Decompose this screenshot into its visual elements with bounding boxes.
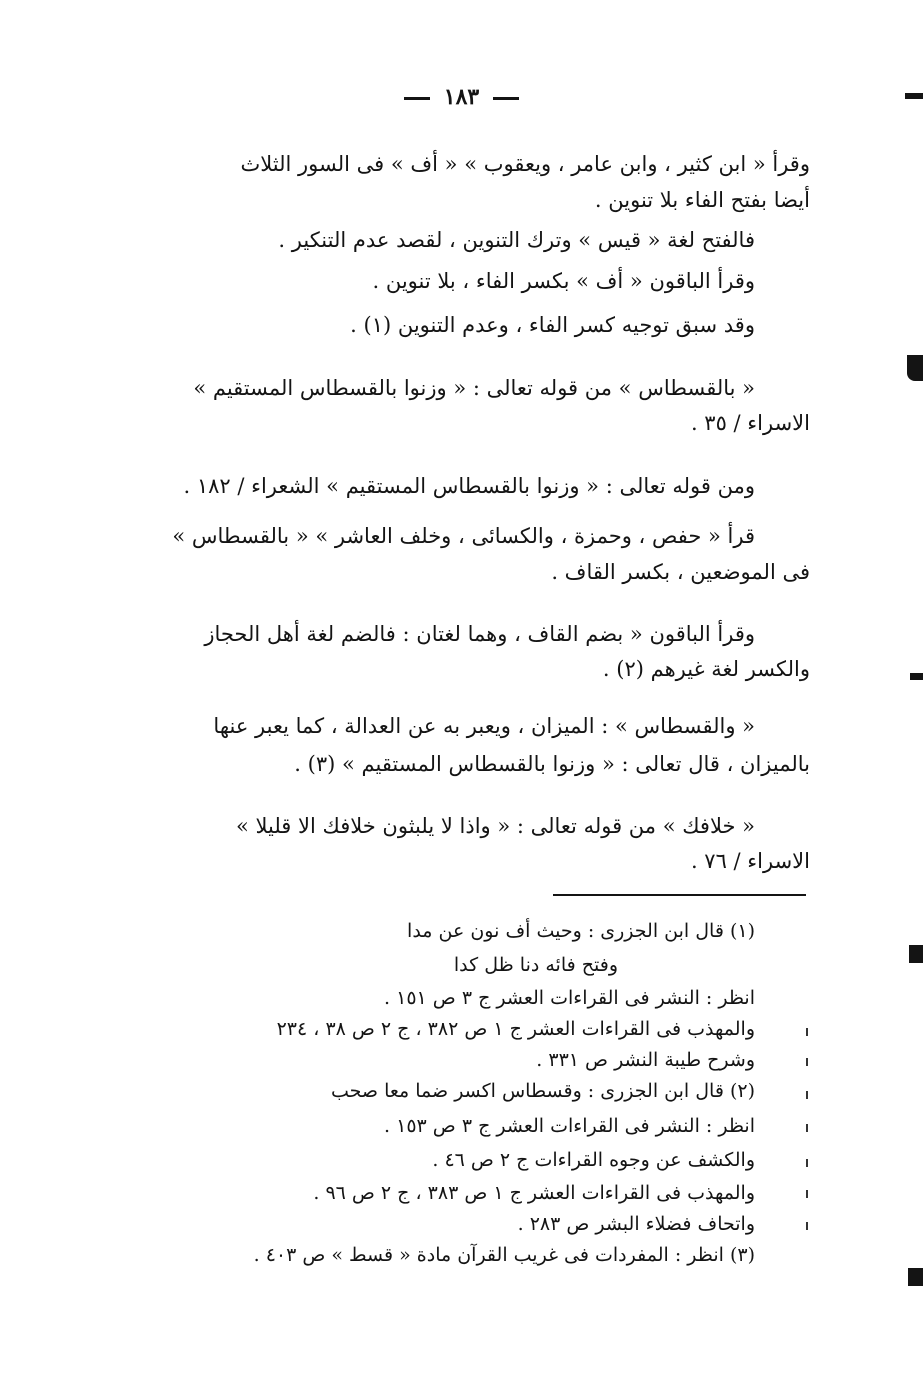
margin-tick	[806, 1190, 808, 1198]
margin-tick	[806, 1028, 808, 1036]
footnote-line: وفتح فائه دنا ظل كدا	[453, 954, 618, 976]
body-line: وقرأ الباقون « أف » بكسر الفاء ، بلا تنوين .	[372, 269, 755, 293]
body-line: فى الموضعين ، بكسر القاف .	[551, 560, 810, 584]
footnote-line: انظر : النشر فى القراءات العشر ج ٣ ص ١٥٣ .	[384, 1115, 755, 1137]
header-dash-left	[493, 97, 519, 100]
body-line: « والقسطاس » : الميزان ، ويعبر به عن العدالة ، كما يعبر عنها	[213, 714, 755, 738]
footnote-line: والمهذب فى القراءات العشر ج ١ ص ٣٨٣ ، ج ٢ ص ٩٦ .	[313, 1182, 755, 1204]
scan-mark	[909, 945, 923, 963]
body-line: وقد سبق توجيه كسر الفاء ، وعدم التنوين (١) .	[350, 313, 755, 337]
body-line: الاسراء / ٧٦ .	[690, 849, 810, 873]
footnote-line: (٣) انظر : المفردات فى غريب القرآن مادة « قسط » ص ٤٠٣ .	[253, 1244, 755, 1266]
footnote-line: (١) قال ابن الجزرى : وحيث أف نون عن مدا	[407, 920, 755, 942]
scan-mark	[907, 355, 923, 381]
scan-mark	[908, 1268, 923, 1286]
margin-tick	[806, 1222, 808, 1230]
page-header	[0, 84, 923, 110]
body-line: « خلافك » من قوله تعالى : « واذا لا يلبثون خلافك الا قليلا »	[235, 814, 755, 838]
footnote-line: وشرح طيبة النشر ص ٣٣١ .	[536, 1049, 755, 1071]
header-dash-right	[404, 97, 430, 100]
body-line: الاسراء / ٣٥ .	[690, 411, 810, 435]
body-line: قرأ « حفص ، وحمزة ، والكسائى ، وخلف العاشر » « بالقسطاس »	[172, 524, 755, 548]
body-line: والكسر لغة غيرهم (٢) .	[602, 657, 810, 681]
footnote-separator	[553, 894, 806, 896]
footnote-line: (٢) قال ابن الجزرى : وقسطاس اكسر ضما معا صحب	[330, 1080, 755, 1102]
page-number: ١٨٣	[443, 84, 480, 110]
margin-tick	[806, 1091, 808, 1099]
margin-tick	[806, 1124, 808, 1132]
footnote-line: انظر : النشر فى القراءات العشر ج ٣ ص ١٥١ .	[384, 987, 755, 1009]
scan-mark	[910, 673, 923, 680]
footnote-line: والكشف عن وجوه القراءات ج ٢ ص ٤٦ .	[432, 1149, 755, 1171]
body-line: ومن قوله تعالى : « وزنوا بالقسطاس المستقيم » الشعراء / ١٨٢ .	[183, 474, 755, 498]
body-line: بالميزان ، قال تعالى : « وزنوا بالقسطاس المستقيم » (٣) .	[294, 752, 810, 776]
footnote-line: والمهذب فى القراءات العشر ج ١ ص ٣٨٢ ، ج ٢ ص ٣٨ ، ٢٣٤	[276, 1018, 755, 1040]
margin-tick	[806, 1058, 808, 1066]
body-line: فالفتح لغة « قيس » وترك التنوين ، لقصد عدم التنكير .	[278, 228, 755, 252]
body-line: وقرأ الباقون « بضم القاف ، وهما لغتان : فالضم لغة أهل الحجاز	[204, 622, 755, 646]
body-line: « بالقسطاس » من قوله تعالى : « وزنوا بالقسطاس المستقيم »	[193, 376, 755, 400]
body-line: وقرأ « ابن كثير ، وابن عامر ، ويعقوب » « أف » فى السور الثلاث	[240, 152, 810, 176]
margin-tick	[806, 1159, 808, 1167]
scan-mark	[905, 93, 923, 99]
body-line: أيضا بفتح الفاء بلا تنوين .	[594, 188, 810, 212]
footnote-line: واتحاف فضلاء البشر ص ٢٨٣ .	[517, 1213, 755, 1235]
